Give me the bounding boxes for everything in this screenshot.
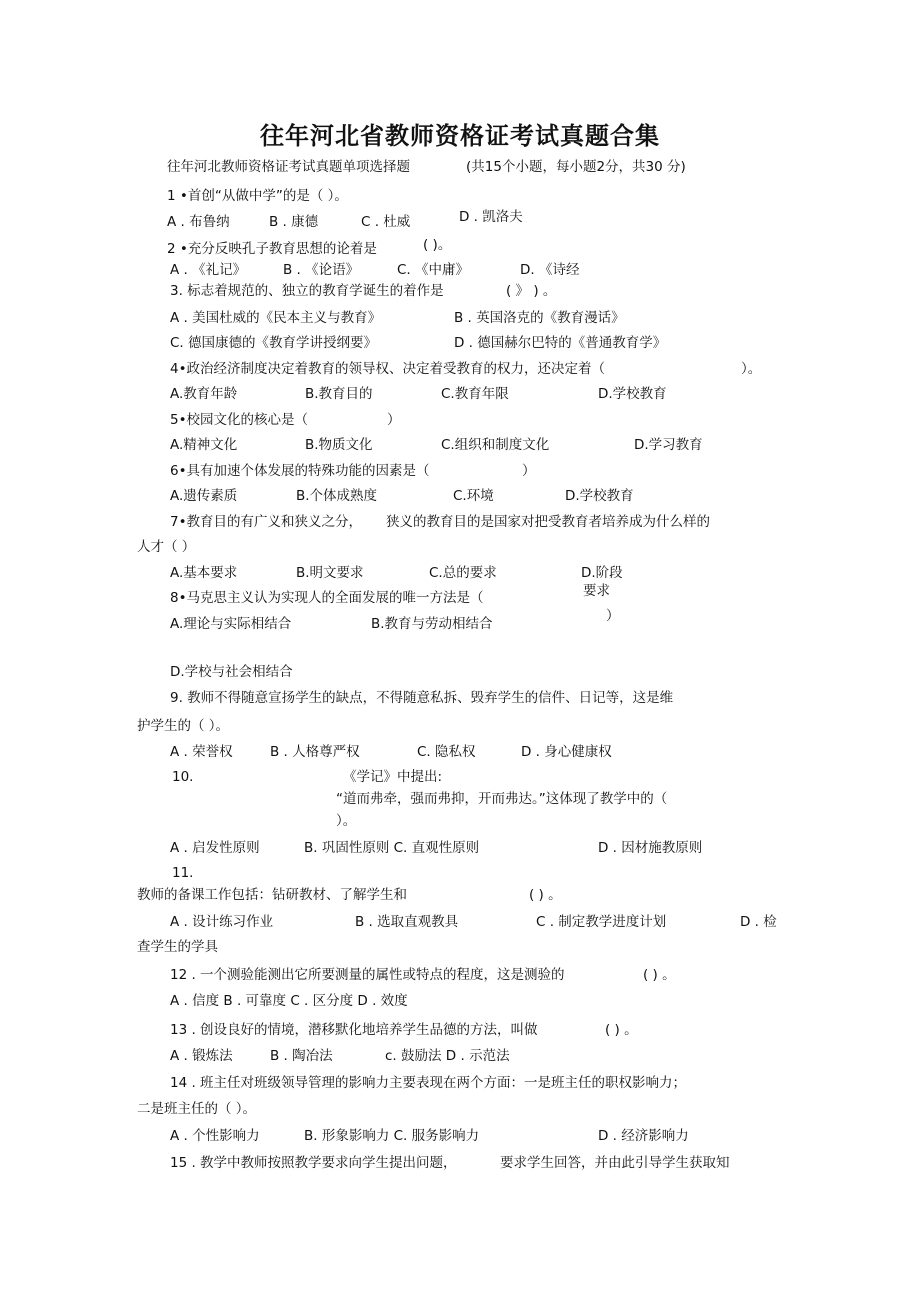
q11-option-d-line2: 查学生的学具 bbox=[137, 939, 218, 955]
q7-option-d-line2: 要求 bbox=[583, 583, 610, 599]
q1-stem: 1 •首创“从做中学”的是（ ）。 bbox=[167, 188, 348, 204]
q3-option-a: A . 美国杜威的《民本主义与教育》 bbox=[170, 310, 382, 326]
q8-option-d: D.学校与社会相结合 bbox=[170, 664, 293, 680]
q9-option-d: D . 身心健康权 bbox=[521, 744, 612, 760]
q7-line2: 人才（ ） bbox=[137, 539, 196, 555]
q13-option-b: B . 陶冶法 bbox=[270, 1048, 333, 1064]
q9-option-c: C. 隐私权 bbox=[417, 744, 476, 760]
q5-option-b: B.物质文化 bbox=[305, 437, 373, 453]
q6-blank: ） bbox=[522, 463, 536, 479]
q6-option-c: C.环境 bbox=[453, 488, 494, 504]
q5-blank: ） bbox=[387, 412, 401, 428]
q1-option-c: C . 杜威 bbox=[361, 214, 411, 230]
q10-option-d: D . 因材施教原则 bbox=[598, 840, 703, 856]
q1-option-b: B . 康德 bbox=[269, 214, 319, 230]
q2-blank: ( )。 bbox=[423, 237, 452, 253]
q8-stem: 8•马克思主义认为实现人的全面发展的唯一方法是（ bbox=[170, 590, 484, 606]
q10-number: 10. bbox=[172, 769, 194, 785]
q14-option-d: D . 经济影响力 bbox=[598, 1128, 689, 1144]
q2-option-a: A . 《礼记》 bbox=[170, 262, 247, 278]
q7-option-a: A.基本要求 bbox=[170, 565, 238, 581]
q6-option-b: B.个体成熟度 bbox=[296, 488, 378, 504]
q2-option-c: C. 《中庸》 bbox=[397, 262, 470, 278]
q5-option-a: A.精神文化 bbox=[170, 437, 238, 453]
q14-option-a: A . 个性影响力 bbox=[170, 1128, 260, 1144]
q9-line2: 护学生的（ ）。 bbox=[137, 718, 230, 734]
q14-line1: 14 . 班主任对班级领导管理的影响力主要表现在两个方面：一是班主任的职权影响力； bbox=[170, 1075, 687, 1091]
q1-option-a: A . 布鲁纳 bbox=[167, 214, 230, 230]
q7-line1b: 狭义的教育目的是国家对把受教育者培养成为什么样的 bbox=[386, 514, 710, 530]
q10-quote: “道而弗牵，强而弗抑，开而弗达。”这体现了教学中的（ bbox=[336, 791, 668, 807]
section-heading: 往年河北教师资格证考试真题单项选择题 bbox=[167, 159, 410, 175]
q4-option-a: A.教育年龄 bbox=[170, 386, 238, 402]
q10-source: 《学记》中提出: bbox=[343, 769, 443, 785]
q5-option-d: D.学习教育 bbox=[634, 437, 703, 453]
q11-blank: ( ) 。 bbox=[529, 887, 562, 903]
q15-line1a: 15 . 教学中教师按照教学要求向学生提出问题， bbox=[170, 1155, 457, 1171]
q10-option-bc: B. 巩固性原则 C. 直观性原则 bbox=[304, 840, 480, 856]
q13-stem: 13 . 创设良好的情境，潜移默化地培养学生品德的方法，叫做 bbox=[170, 1022, 538, 1038]
q13-option-a: A . 锻炼法 bbox=[170, 1048, 233, 1064]
q5-option-c: C.组织和制度文化 bbox=[441, 437, 550, 453]
q7-option-c: C.总的要求 bbox=[429, 565, 497, 581]
q14-option-bc: B. 形象影响力 C. 服务影响力 bbox=[304, 1128, 480, 1144]
q3-stem: 3. 标志着规范的、独立的教育学诞生的着作是 bbox=[170, 283, 444, 299]
q11-option-a: A . 设计练习作业 bbox=[170, 914, 274, 930]
q15-line1b: 要求学生回答，并由此引导学生获取知 bbox=[500, 1155, 730, 1171]
q3-blank: ( 》 ) 。 bbox=[506, 283, 557, 299]
q6-stem: 6•具有加速个体发展的特殊功能的因素是（ bbox=[170, 463, 430, 479]
q3-option-d: D . 德国赫尔巴特的《普通教育学》 bbox=[454, 335, 667, 351]
q7-option-d-line1: D.阶段 bbox=[581, 565, 623, 581]
q8-blank: ） bbox=[606, 608, 620, 624]
q4-option-c: C.教育年限 bbox=[441, 386, 509, 402]
q12-stem: 12 . 一个测验能测出它所要测量的属性或特点的程度，这是测验的 bbox=[170, 967, 565, 983]
q2-option-b: B . 《论语》 bbox=[283, 262, 360, 278]
q9-option-b: B . 人格尊严权 bbox=[270, 744, 360, 760]
q13-blank: ( ) 。 bbox=[605, 1022, 638, 1038]
q2-option-d: D. 《诗经 bbox=[520, 262, 580, 278]
q9-option-a: A . 荣誉权 bbox=[170, 744, 233, 760]
q10-option-a: A . 启发性原则 bbox=[170, 840, 260, 856]
q11-option-b: B . 选取直观教具 bbox=[355, 914, 459, 930]
q7-line1a: 7•教育目的有广义和狭义之分， bbox=[170, 514, 363, 530]
q11-option-d-line1: D . 检 bbox=[740, 914, 777, 930]
q4-stem: 4•政治经济制度决定着教育的领导权、决定着受教育的权力，还决定着（ bbox=[170, 361, 606, 377]
q2-stem: 2 •充分反映孔子教育思想的论着是 bbox=[167, 241, 377, 257]
q3-option-b: B . 英国洛克的《教育漫话》 bbox=[454, 310, 625, 326]
q10-end: ）。 bbox=[336, 813, 357, 829]
q9-line1: 9. 教师不得随意宣扬学生的缺点，不得随意私拆、毁弃学生的信件、日记等，这是维 bbox=[170, 690, 674, 706]
q4-option-b: B.教育目的 bbox=[305, 386, 373, 402]
section-note: (共15个小题，每小题2分，共30 分) bbox=[466, 159, 686, 175]
q12-options: A . 信度 B . 可靠度 C . 区分度 D . 效度 bbox=[170, 993, 408, 1009]
q12-blank: ( ) 。 bbox=[643, 967, 676, 983]
q8-option-b: B.教育与劳动相结合 bbox=[371, 616, 493, 632]
page-title: 往年河北省教师资格证考试真题合集 bbox=[260, 122, 660, 150]
q11-number: 11. bbox=[172, 865, 194, 881]
q5-stem: 5•校园文化的核心是（ bbox=[170, 412, 309, 428]
q11-option-c: C . 制定教学进度计划 bbox=[536, 914, 667, 930]
q14-line2: 二是班主任的（ ）。 bbox=[137, 1101, 257, 1117]
q8-option-a: A.理论与实际相结合 bbox=[170, 616, 292, 632]
q4-option-d: D.学校教育 bbox=[598, 386, 667, 402]
q13-option-cd: c. 鼓励法 D . 示范法 bbox=[385, 1048, 510, 1064]
q6-option-a: A.遗传素质 bbox=[170, 488, 238, 504]
q4-blank: ）。 bbox=[741, 361, 762, 377]
q6-option-d: D.学校教育 bbox=[565, 488, 634, 504]
q7-option-b: B.明文要求 bbox=[296, 565, 364, 581]
q3-option-c: C. 德国康德的《教育学讲授纲要》 bbox=[170, 335, 378, 351]
q11-stem: 教师的备课工作包括：钻研教材、了解学生和 bbox=[137, 887, 407, 903]
q1-option-d: D . 凯洛夫 bbox=[459, 209, 523, 225]
